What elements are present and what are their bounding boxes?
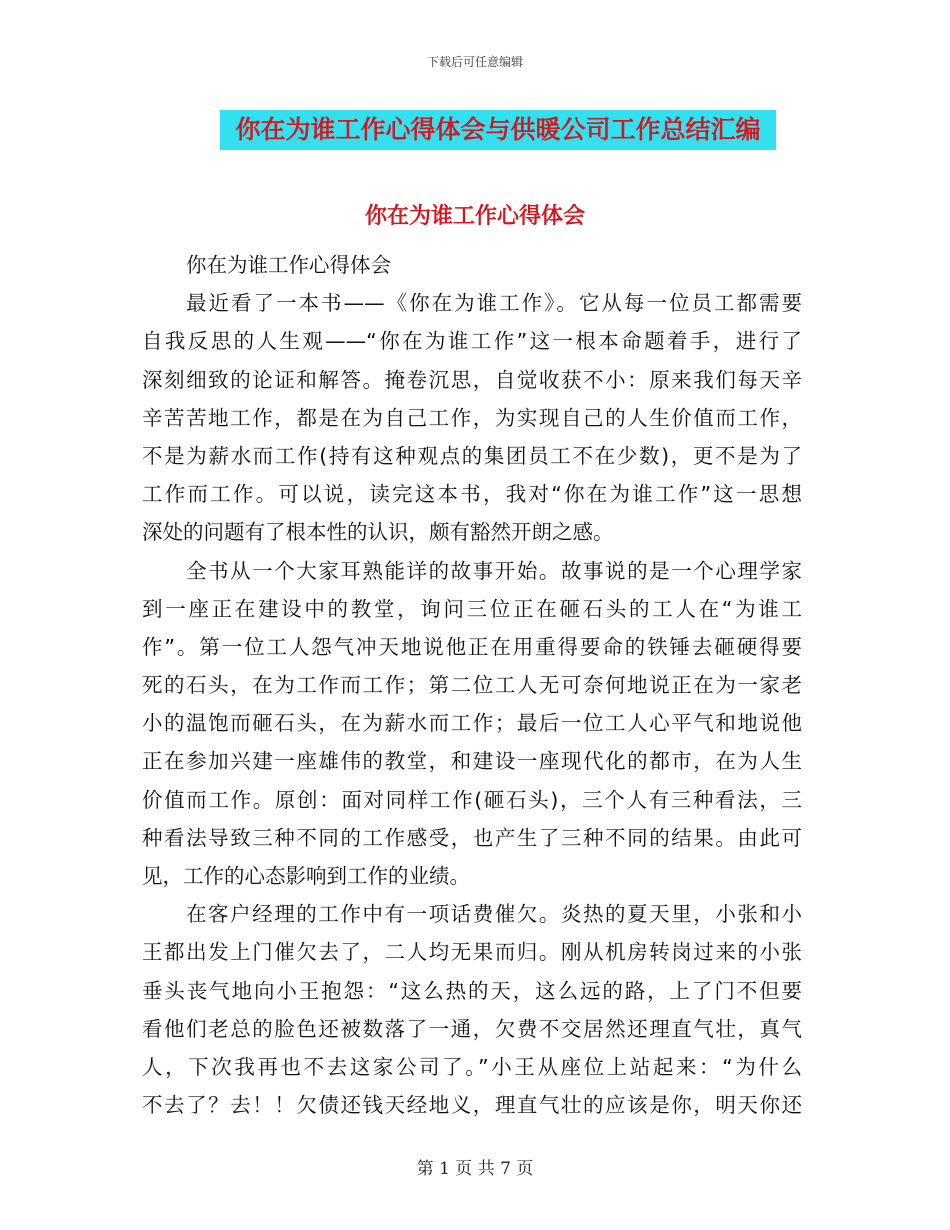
paragraph-line: 作”。第一位工人怨气冲天地说他正在用重得要命的铁锤去砸硬得要: [142, 634, 802, 659]
paragraph-line: 正在参加兴建一座雄伟的教堂，和建设一座现代化的都市，在为人生: [142, 749, 802, 774]
paragraph-line: 看他们老总的脸色还被数落了一通，欠费不交居然还理直气壮，真气: [142, 1016, 802, 1041]
paragraph-line: 王都出发上门催欠去了，二人均无果而归。刚从机房转岗过来的小张: [142, 940, 802, 965]
paragraph-line: 垂头丧气地向小王抱怨：“这么热的天，这么远的路，上了门不但要: [142, 978, 802, 1003]
paragraph-line: 最近看了一本书——《你在为谁工作》。它从每一位员工都需要: [186, 291, 802, 316]
document-title: 你在为谁工作心得体会与供暖公司工作总结汇编: [220, 110, 776, 150]
paragraph-line: 不去了？去！！欠债还钱天经地义，理直气壮的应该是你，明天你还: [142, 1093, 802, 1118]
paragraph-line: 你在为谁工作心得体会: [186, 253, 391, 277]
body-text: [142, 246, 802, 1124]
paragraph-line: 人，下次我再也不去这家公司了。”小王从座位上站起来：“为什么: [142, 1054, 802, 1079]
page-header: 下载后可任意编辑: [426, 55, 523, 69]
paragraph-line: 价值而工作。原创：面对同样工作(砸石头)，三个人有三种看法，三: [142, 787, 802, 812]
paragraph-line: 工作而工作。可以说，读完这本书，我对“你在为谁工作”这一思想: [142, 482, 802, 507]
paragraph-line: 不是为薪水而工作(持有这种观点的集团员工不在少数)，更不是为了: [142, 443, 802, 468]
paragraph-line: 在客户经理的工作中有一项话费催欠。炎热的夏天里，小张和小: [186, 902, 802, 927]
paragraph-line: 深处的问题有了根本性的认识，颇有豁然开朗之感。: [142, 520, 614, 545]
page-footer: 第 1 页 共 7 页: [416, 1159, 534, 1179]
paragraph-line: 辛苦苦地工作，都是在为自己工作，为实现自己的人生价值而工作，: [142, 405, 802, 430]
paragraph-line: 全书从一个大家耳熟能详的故事开始。故事说的是一个心理学家: [186, 558, 802, 583]
paragraph-line: 死的石头，在为工作而工作；第二位工人无可奈何地说正在为一家老: [142, 673, 802, 698]
paragraph-line: 小的温饱而砸石头，在为薪水而工作；最后一位工人心平气和地说他: [142, 711, 802, 736]
paragraph-line: 自我反思的人生观——“你在为谁工作”这一根本命题着手，进行了: [142, 329, 802, 354]
paragraph-line: 种看法导致三种不同的工作感受，也产生了三种不同的结果。由此可: [142, 825, 802, 850]
paragraph-line: 见，工作的心态影响到工作的业绩。: [142, 864, 470, 888]
section-title: 你在为谁工作心得体会: [364, 204, 585, 229]
paragraph-line: 深刻细致的论证和解答。掩卷沉思，自觉收获不小：原来我们每天辛: [142, 367, 802, 392]
paragraph-line: 到一座正在建设中的教堂，询问三位正在砸石头的工人在“为谁工: [142, 596, 802, 621]
